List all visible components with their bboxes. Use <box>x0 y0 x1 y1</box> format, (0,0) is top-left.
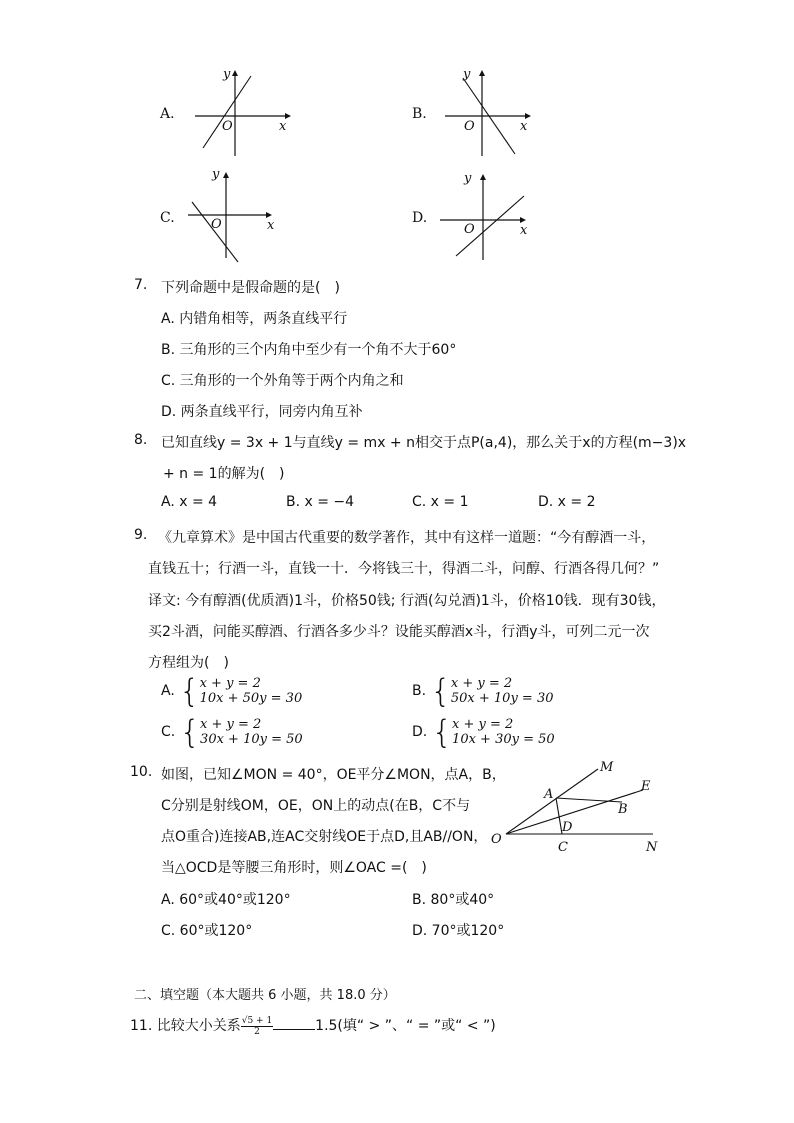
q9-option-b-eq1: x + y = 2 <box>450 676 513 691</box>
graph-c-origin-label: O <box>211 217 222 232</box>
left-brace-icon: { <box>430 672 451 710</box>
q11 <box>130 1015 496 1037</box>
q9-option-d-eq1: x + y = 2 <box>452 717 514 732</box>
graph-option-a-letter: A. <box>160 106 175 122</box>
q9-option-c-eq1: x + y = 2 <box>200 717 262 732</box>
q11-fraction-numerator: √5 + 1 <box>241 1015 273 1026</box>
figure-label-d: D <box>562 820 573 835</box>
graph-b-origin-label: O <box>464 119 475 134</box>
q7-number: 7. <box>134 277 148 293</box>
left-brace-icon: { <box>431 713 453 751</box>
graph-b-x-label: x <box>520 119 528 134</box>
q9-line-2: 直钱五十；行酒一斗，直钱一十．今将钱三十，得酒二斗，问醇、行酒各得几何？” <box>148 561 660 577</box>
graph-c <box>178 166 288 264</box>
q8-line-1: 已知直线y = 3x + 1与直线y = mx + n相交于点P(a,4)，那么关于x的方程(m−3)x <box>161 435 687 451</box>
figure-label-a: A <box>544 787 554 802</box>
q10-option-a: A. 60°或40°或120° <box>161 892 291 908</box>
q10-number: 10. <box>130 764 153 780</box>
graph-option-b-letter: B. <box>412 106 427 122</box>
q9-option-a-eq2: 10x + 50y = 30 <box>199 691 303 706</box>
q9-option-b <box>412 672 554 710</box>
graph-d <box>436 166 546 264</box>
figure-label-n: N <box>646 840 658 855</box>
graph-a <box>185 62 295 160</box>
graph-c-y-label: y <box>212 167 220 182</box>
q8-option-b: B. x = −4 <box>286 494 355 510</box>
q9-option-d-letter: D. <box>412 724 428 740</box>
q11-fraction <box>241 1016 273 1037</box>
q7-option-c: C. 三角形的一个外角等于两个内角之和 <box>161 373 404 389</box>
q7-option-d: D. 两条直线平行，同旁内角互补 <box>161 404 363 420</box>
graph-a-y-label: y <box>223 67 231 82</box>
q10-figure <box>488 756 668 856</box>
graph-b-y-label: y <box>463 67 471 82</box>
graph-option-d-letter: D. <box>412 210 428 226</box>
q10-option-b: B. 80°或40° <box>412 892 495 908</box>
q9-line-3: 译文: 今有醇酒(优质酒)1斗，价格50钱; 行酒(勾兑酒)1斗，价格10钱．现有30钱， <box>148 593 666 609</box>
q9-option-c <box>161 713 303 751</box>
figure-label-b: B <box>618 802 628 817</box>
left-brace-icon: { <box>179 713 201 751</box>
graph-c-x-label: x <box>267 218 275 233</box>
q7-stem: 下列命题中是假命题的是( ) <box>161 280 340 296</box>
q9-option-a-letter: A. <box>161 683 175 699</box>
q9-line-4: 买2斗酒，问能买醇酒、行酒各多少斗？设能买醇酒x斗，行酒y斗，可列二元一次 <box>148 624 650 640</box>
q10-line-3: 点O重合)连接AB,连AC交射线OE于点D,且AB//ON， <box>161 829 488 845</box>
graph-d-origin-label: O <box>464 222 475 237</box>
q9-option-a <box>161 672 303 710</box>
q9-option-b-letter: B. <box>412 683 427 699</box>
q10-line-2: C分别是射线OM，OE，ON上的动点(在B，C不与 <box>161 798 471 814</box>
figure-label-m: M <box>600 760 614 775</box>
q9-line-5: 方程组为( ) <box>148 655 229 671</box>
graph-a-origin-label: O <box>222 119 233 134</box>
q7-option-b: B. 三角形的三个内角中至少有一个角不大于60° <box>161 342 457 358</box>
q8-number: 8. <box>134 432 148 448</box>
q8-option-a: A. x = 4 <box>161 494 218 510</box>
q9-option-a-eq1: x + y = 2 <box>199 676 261 691</box>
graph-a-x-label: x <box>279 119 287 134</box>
q7-option-a: A. 内错角相等，两条直线平行 <box>161 311 348 327</box>
graph-d-x-label: x <box>520 223 528 238</box>
figure-label-o: O <box>491 832 502 847</box>
q10-option-d: D. 70°或120° <box>412 923 505 939</box>
graph-b <box>435 62 545 160</box>
q9-option-b-eq2: 50x + 10y = 30 <box>450 691 554 706</box>
q11-answer-blank[interactable] <box>273 1017 315 1030</box>
figure-label-e: E <box>641 779 651 794</box>
left-brace-icon: { <box>179 672 200 710</box>
q11-number: 11. <box>130 1018 153 1034</box>
q9-option-d-eq2: 10x + 30y = 50 <box>452 732 555 747</box>
q9-option-d <box>412 713 555 751</box>
q9-number: 9. <box>134 527 148 543</box>
q10-line-1: 如图，已知∠MON = 40°，OE平分∠MON，点A，B， <box>161 767 506 783</box>
q9-option-c-letter: C. <box>161 724 176 740</box>
q8-option-c: C. x = 1 <box>412 494 469 510</box>
q8-line-2: + n = 1的解为( ) <box>163 466 285 482</box>
q11-suffix: 1.5(填“ > ”、“ = ”或“ < ”) <box>315 1018 496 1034</box>
q8-option-d: D. x = 2 <box>538 494 596 510</box>
graph-option-c-letter: C. <box>160 210 175 226</box>
q9-option-c-eq2: 30x + 10y = 50 <box>200 732 303 747</box>
q9-line-1: 《九章算术》是中国古代重要的数学著作，其中有这样一道题：“今有醇酒一斗， <box>158 530 656 546</box>
graph-d-y-label: y <box>464 171 472 186</box>
q10-option-c: C. 60°或120° <box>161 923 253 939</box>
q11-fraction-denominator: 2 <box>254 1026 260 1037</box>
q10-line-4: 当△OCD是等腰三角形时，则∠OAC =( ) <box>161 860 427 876</box>
figure-label-c: C <box>558 840 568 855</box>
q11-prefix: 比较大小关系 <box>156 1018 241 1034</box>
section-2-title: 二、填空题（本大题共 6 小题，共 18.0 分） <box>134 988 396 1003</box>
